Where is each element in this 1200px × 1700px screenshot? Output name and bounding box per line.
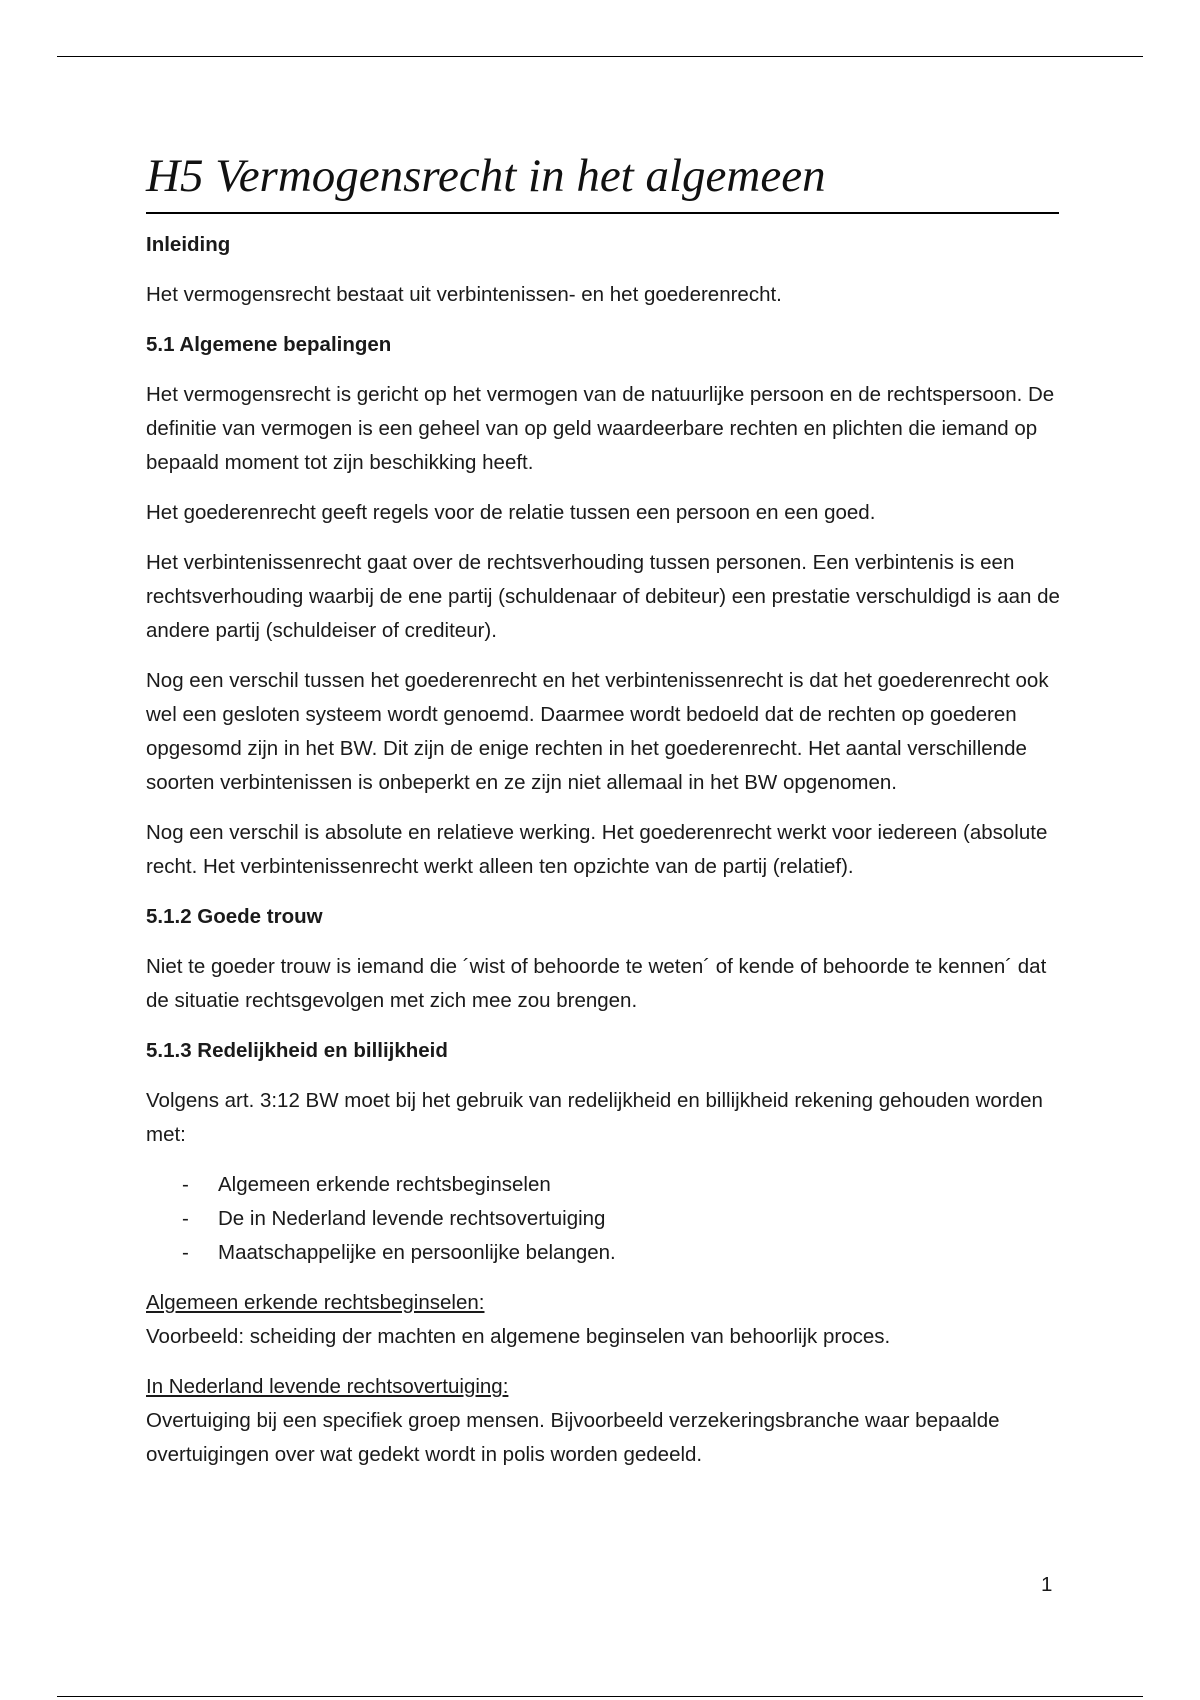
subsection-text: Voorbeeld: scheiding der machten en algemene beginselen van behoorlijk proces. (146, 1325, 891, 1348)
paragraph-redelijkheid: Volgens art. 3:12 BW moet bij het gebruik van redelijkheid en billijkheid rekening gehouden worden met: (146, 1089, 1043, 1146)
page-top-rule (57, 56, 1143, 57)
paragraph-5-1-werking: Nog een verschil is absolute en relatieve werking. Het goederenrecht werkt voor iedereen (absolute recht. Het verbintenissenrecht werkt alleen ten opzichte van de partij (relatief). (146, 821, 1048, 878)
list-item-text: Algemeen erkende rechtsbeginselen (218, 1173, 551, 1196)
paragraph-goede-trouw: Niet te goeder trouw is iemand die ´wist of behoorde te weten´ of kende of behoorde te kennen´ dat de situatie rechtsgevolgen met zich mee zou brengen. (146, 955, 1047, 1012)
heading-5-1: 5.1 Algemene bepalingen (146, 333, 392, 356)
list-item-text: De in Nederland levende rechtsovertuiging (218, 1207, 606, 1230)
title-underline-rule (146, 212, 1059, 214)
dash-bullet: - (182, 1241, 189, 1264)
heading-5-1-3: 5.1.3 Redelijkheid en billijkheid (146, 1039, 448, 1062)
dash-bullet: - (182, 1173, 189, 1196)
heading-5-1-2: 5.1.2 Goede trouw (146, 905, 323, 928)
document-body (146, 228, 1061, 1488)
paragraph-5-1-goederenrecht: Het goederenrecht geeft regels voor de relatie tussen een persoon en een goed. (146, 501, 876, 524)
subsection-label: In Nederland levende rechtsovertuiging: (146, 1375, 509, 1398)
list-item (146, 1202, 1061, 1236)
dash-bullet: - (182, 1207, 189, 1230)
subsection-label: Algemeen erkende rechtsbeginselen: (146, 1291, 485, 1314)
subsection-rechtsovertuiging (146, 1370, 1061, 1472)
heading-inleiding: Inleiding (146, 233, 231, 256)
page-bottom-rule (57, 1696, 1143, 1697)
paragraph-5-1-vermogen: Het vermogensrecht is gericht op het vermogen van de natuurlijke persoon en de rechtspersoon. De definitie van vermogen is een geheel van op geld waardeerbare rechten en plichten die iemand op bepaald moment tot zijn beschikking heeft. (146, 383, 1055, 474)
paragraph-inleiding: Het vermogensrecht bestaat uit verbintenissen- en het goederenrecht. (146, 283, 782, 306)
list-item (146, 1168, 1061, 1202)
paragraph-5-1-gesloten-systeem: Nog een verschil tussen het goederenrecht en het verbintenissenrecht is dat het goederenrecht ook wel een gesloten systeem wordt genoemd. Daarmee wordt bedoeld dat de rechten op goederen opgesomd zijn in het BW. Dit zijn de enige rechten in het goederenrecht. Het aantal verschillende soorten verbintenissen is onbeperkt en ze zijn niet allemaal in het BW opgenomen. (146, 669, 1049, 794)
page-number: 1 (1041, 1573, 1053, 1596)
paragraph-5-1-verbintenissenrecht: Het verbintenissenrecht gaat over de rechtsverhouding tussen personen. Een verbintenis is een rechtsverhouding waarbij de ene partij (schuldenaar of debiteur) een prestatie verschuldigd is aan de andere partij (schuldeiser of crediteur). (146, 551, 1060, 642)
subsection-rechtsbeginselen (146, 1286, 1061, 1354)
list-item (146, 1236, 1061, 1270)
criteria-list (146, 1168, 1061, 1270)
list-item-text: Maatschappelijke en persoonlijke belangen. (218, 1241, 616, 1264)
chapter-title: H5 Vermogensrecht in het algemeen (146, 150, 826, 202)
subsection-text: Overtuiging bij een specifiek groep mensen. Bijvoorbeeld verzekeringsbranche waar bepaalde overtuigingen over wat gedekt wordt in polis worden gedeeld. (146, 1409, 1000, 1466)
